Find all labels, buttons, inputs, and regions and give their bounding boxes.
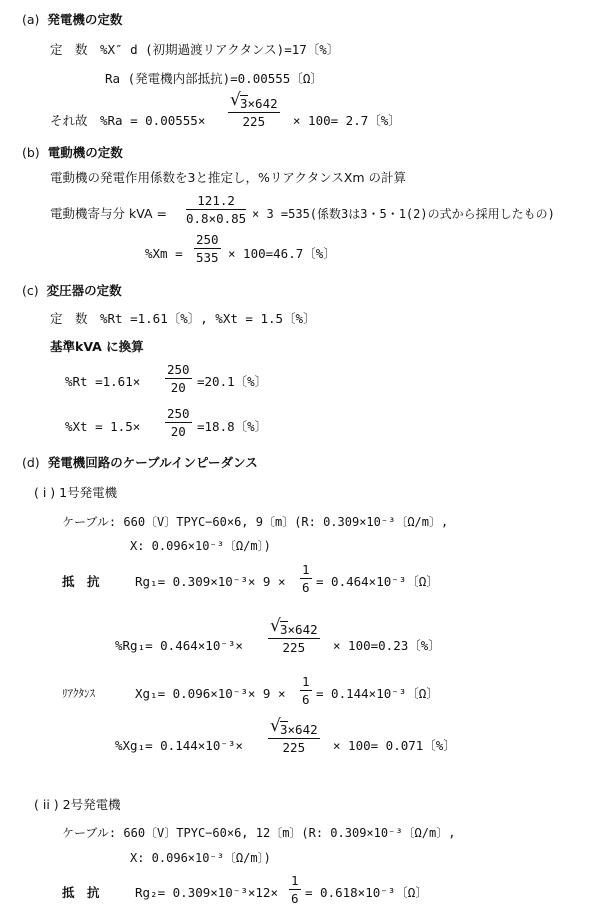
trans-xt-fraction [165,406,192,439]
gen2-rg-rhs: = 0.618×10⁻³〔Ω〕 [305,885,428,900]
motor-kva-lhs: 電動機寄与分 kVA = [50,206,167,221]
gen1-rg-rhs: = 0.464×10⁻³〔Ω〕 [316,574,439,589]
trans-xt-lhs: %Xt = 1.5× [65,419,141,434]
section-c-title: 変圧器の定数 [46,283,122,298]
motor-xm-num: 250 [196,232,219,247]
gen2-cable-line2: X: 0.096×10⁻³〔Ω/m〕) [130,851,271,865]
gen1-prg-radicand: 3 [280,622,288,637]
gen1-prg-den: 225 [282,640,306,655]
motor-kva-fraction [186,193,246,226]
gen2-cable-line1: ケーブル: 660〔V〕TPYC−60×6, 12〔m〕(R: 0.309×10⁻³〔Ω/m〕, [62,826,456,840]
gen1-cable-line1: ケーブル: 660〔V〕TPYC−60×6, 9〔m〕(R: 0.309×10⁻³〔Ω/m〕, [62,515,449,529]
motor-xm-rhs: × 100=46.7〔%〕 [228,246,336,261]
gen1-pxg-rhs: × 100= 0.071〔%〕 [333,738,456,753]
motor-desc: 電動機の発電作用係数を3と推定し，%リアクタンスXm の計算 [50,170,407,185]
motor-xm-lhs: %Xm = [145,246,183,261]
gen1-pxg-den: 225 [282,740,306,755]
pct-ra-rhs: × 100= 2.7〔%〕 [293,113,401,128]
gen1-cable-line2: X: 0.096×10⁻³〔Ω/m〕) [130,539,271,553]
gen1-pxg-radicand: 3 [280,722,288,737]
pct-ra-fraction [228,96,280,129]
trans-xt-rhs: =18.8〔%〕 [197,419,268,434]
pct-ra-den: 225 [242,114,266,129]
trans-rt-den: 20 [170,380,186,395]
pct-ra-lhs: それ故 %Ra = 0.00555× [50,113,206,128]
gen1-rg-fraction [300,562,312,595]
trans-const-line: 定 数 %Rt =1.61〔%〕, %Xt = 1.5〔%〕 [50,311,316,326]
motor-kva-num: 121.2 [186,193,246,210]
gen1-xg-den: 6 [302,692,310,707]
section-a-title: 発電機の定数 [47,12,123,27]
section-b-heading [22,145,123,161]
gen2-heading: ( ii ) 2号発電機 [34,797,121,812]
trans-xt-num: 250 [167,406,190,421]
trans-rt-num: 250 [167,362,190,377]
gen1-prg-rhs: × 100=0.23〔%〕 [333,638,441,653]
section-d-title: 発電機回路のケーブルインピーダンス [47,455,258,470]
trans-xt-den: 20 [170,424,186,439]
section-c-label: (c) [22,283,39,298]
section-d-label: (d) [22,455,40,470]
gen1-xg-num: 1 [302,674,310,689]
section-a-heading [22,12,122,28]
motor-kva-den: 0.8×0.85 [186,211,247,226]
gen1-pxg-fraction [268,722,320,755]
gen2-rg-den: 6 [291,891,299,906]
gen1-xg-rhs: = 0.144×10⁻³〔Ω〕 [316,686,439,701]
gen1-xg-lhs: Xg₁= 0.096×10⁻³× 9 × [135,686,286,701]
gen2-rg-fraction [289,873,301,906]
trans-subhead: 基準kVA に換算 [50,339,144,354]
gen1-resist-label: 抵 抗 [62,574,100,589]
motor-xm-den: 535 [196,250,219,265]
trans-rt-rhs: =20.1〔%〕 [197,374,268,389]
section-a-label: (a) [22,12,40,27]
section-b-title: 電動機の定数 [47,145,123,160]
pct-ra-radicand: 3 [240,96,248,111]
gen1-prg-num-rest: ×642 [287,622,318,637]
gen1-pxg-num-rest: ×642 [287,722,318,737]
trans-rt-lhs: %Rt =1.61× [65,374,141,389]
gen1-prg-fraction [268,622,320,655]
gen2-rg-lhs: Rg₂= 0.309×10⁻³×12× [135,885,278,900]
gen-xd-line: 定 数 %X″ d (初期過渡リアクタンス)=17〔%〕 [50,42,340,57]
gen2-rg-num: 1 [291,873,299,888]
gen1-heading: ( i ) 1号発電機 [34,485,118,500]
section-b-label: (b) [22,145,40,160]
section-c-heading [22,283,122,299]
motor-xm-fraction [194,232,221,265]
section-d-heading [22,455,258,471]
gen1-rg-den: 6 [302,580,310,595]
motor-kva-rhs: × 3 =535(係数3は3・5・1(2)の式から採用したもの) [252,207,555,221]
trans-rt-fraction [165,362,192,395]
pct-ra-num-rest: ×642 [247,96,278,111]
gen1-xg-fraction [300,674,312,707]
gen1-rg-num: 1 [302,562,310,577]
gen1-rg-lhs: Rg₁= 0.309×10⁻³× 9 × [135,574,286,589]
gen2-resist-label: 抵 抗 [62,885,100,900]
gen1-pxg-lhs: %Xg₁= 0.144×10⁻³× [115,738,243,753]
gen-ra-line: Ra (発電機内部抵抗)=0.00555〔Ω〕 [105,71,323,86]
gen1-prg-lhs: %Rg₁= 0.464×10⁻³× [115,638,243,653]
gen1-react-label: ﾘｱｸﾀﾝｽ [62,687,95,700]
